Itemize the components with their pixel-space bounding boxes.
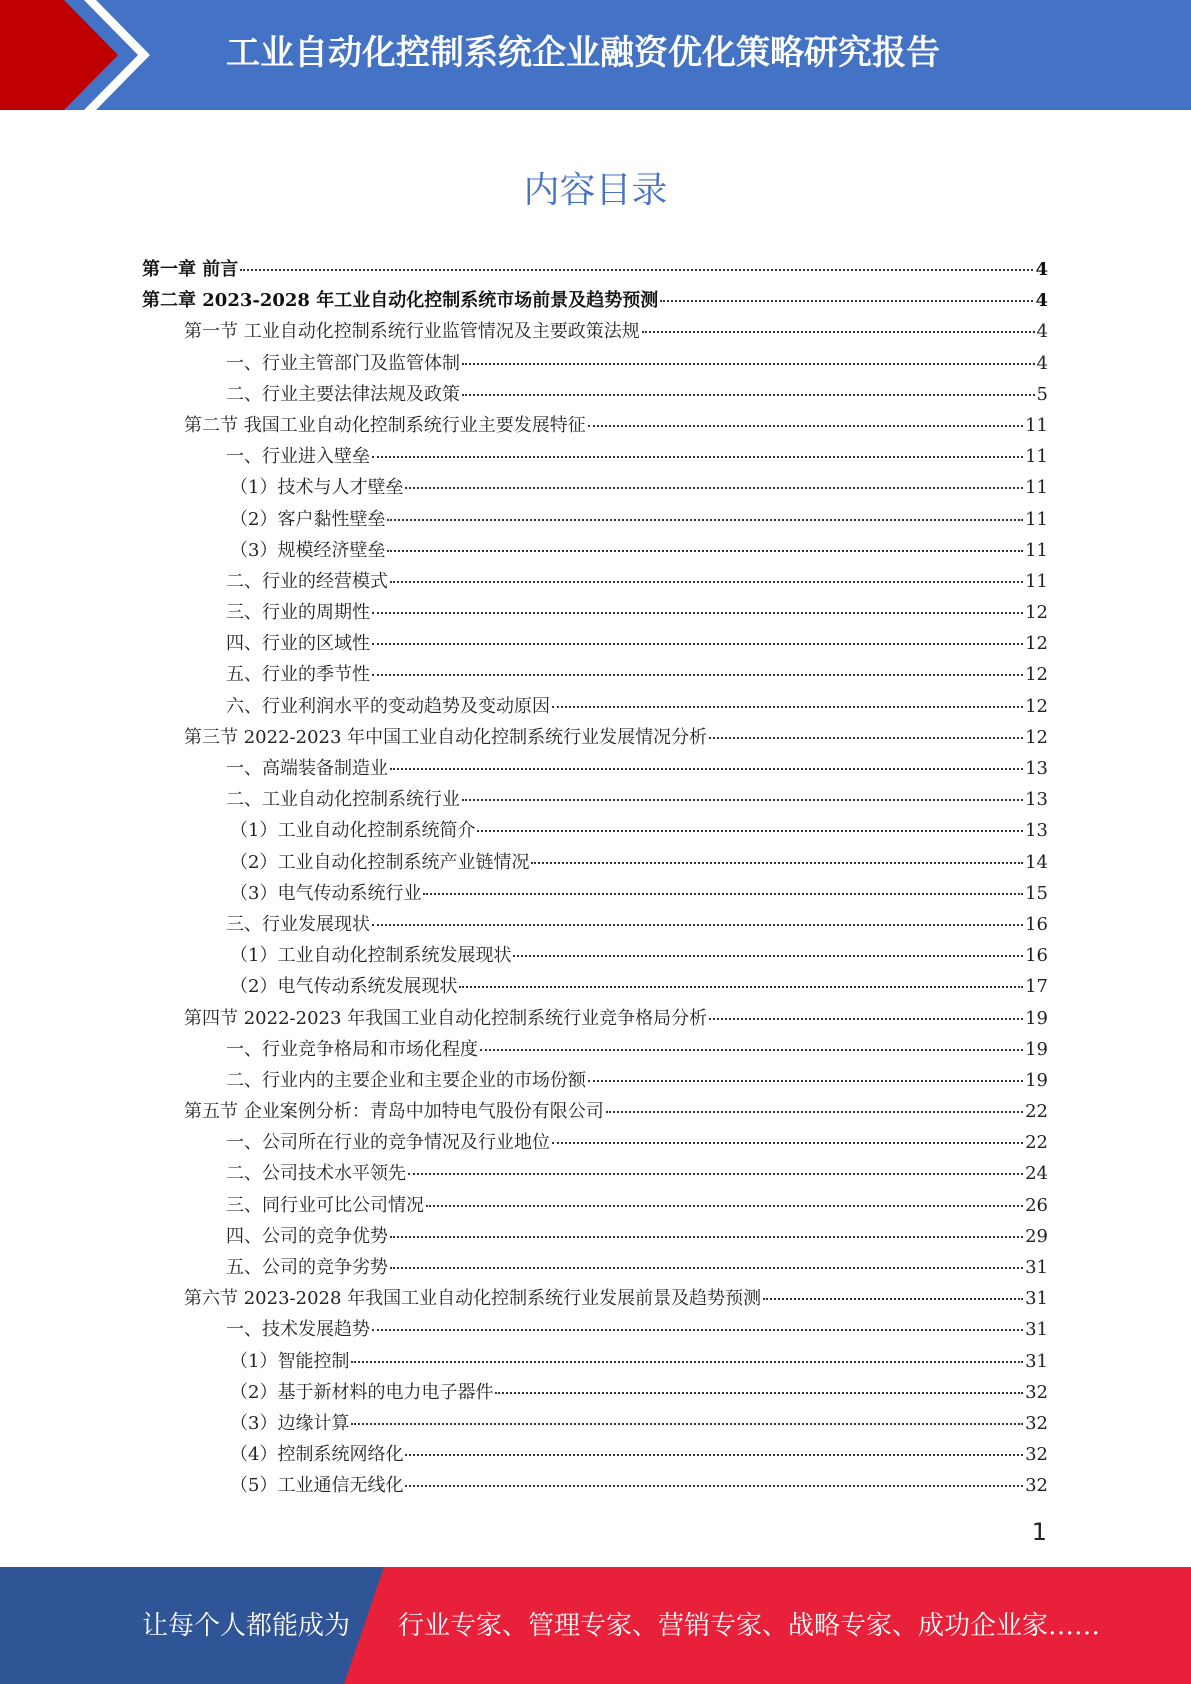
toc-entry-title: 二、工业自动化控制系统行业 bbox=[226, 789, 460, 811]
toc-entry[interactable] bbox=[142, 1096, 1048, 1127]
dot-leader bbox=[372, 612, 1023, 614]
toc-entry[interactable] bbox=[142, 1065, 1048, 1096]
toc-entry-title: 五、公司的竞争劣势 bbox=[226, 1257, 388, 1278]
toc-entry-title: 第二节 我国工业自动化控制系统行业主要发展特征 bbox=[184, 414, 586, 436]
dot-leader bbox=[426, 1205, 1023, 1207]
dot-leader bbox=[763, 1298, 1023, 1300]
dot-leader bbox=[390, 1267, 1023, 1269]
dot-leader bbox=[387, 550, 1023, 552]
toc-entry-title: （3）边缘计算 bbox=[230, 1412, 350, 1434]
dot-leader bbox=[351, 1423, 1023, 1425]
toc-entry-page: 12 bbox=[1025, 602, 1048, 624]
toc-entry[interactable] bbox=[142, 1252, 1048, 1283]
footer-slogan-left: 让每个人都能成为 bbox=[142, 1611, 351, 1641]
toc-entry-page: 32 bbox=[1025, 1381, 1048, 1403]
toc-entry[interactable] bbox=[142, 1221, 1048, 1252]
toc-entry-page: 4 bbox=[1036, 352, 1048, 374]
toc-entry[interactable] bbox=[142, 753, 1048, 784]
toc-entry[interactable] bbox=[142, 1127, 1048, 1158]
toc-entry[interactable] bbox=[142, 566, 1048, 597]
dot-leader bbox=[405, 1485, 1023, 1487]
page-number: 1 bbox=[1031, 1518, 1047, 1546]
toc-entry-page: 12 bbox=[1025, 664, 1048, 686]
toc-entry-title: 第二章 2023-2028 年工业自动化控制系统市场前景及趋势预测 bbox=[142, 290, 659, 312]
toc-entry[interactable] bbox=[142, 691, 1048, 722]
toc-entry-page: 24 bbox=[1025, 1163, 1048, 1185]
toc-entry-title: 二、行业内的主要企业和主要企业的市场份额 bbox=[226, 1069, 586, 1091]
toc-entry[interactable] bbox=[142, 1314, 1048, 1345]
dot-leader bbox=[606, 1111, 1023, 1113]
toc-entry-title: （4）控制系统网络化 bbox=[230, 1444, 404, 1466]
toc-entry-page: 12 bbox=[1025, 726, 1048, 748]
toc-entry-title: （2）客户黏性壁垒 bbox=[230, 508, 386, 530]
toc-entry-page: 32 bbox=[1025, 1412, 1048, 1434]
toc-entry[interactable] bbox=[142, 815, 1048, 846]
dot-leader bbox=[531, 862, 1023, 864]
dot-leader bbox=[372, 456, 1023, 458]
toc-entry-title: 四、行业的区域性 bbox=[226, 633, 370, 655]
toc-entry[interactable] bbox=[142, 316, 1048, 347]
header-arrow-decoration bbox=[0, 0, 160, 110]
toc-entry-title: （1）工业自动化控制系统发展现状 bbox=[230, 945, 512, 967]
toc-entry[interactable] bbox=[142, 254, 1048, 285]
dot-leader bbox=[372, 924, 1023, 926]
toc-entry-page: 11 bbox=[1025, 570, 1048, 592]
toc-entry-title: 一、公司所在行业的竞争情况及行业地位 bbox=[226, 1132, 550, 1154]
dot-leader bbox=[477, 830, 1023, 832]
toc-entry[interactable] bbox=[142, 784, 1048, 815]
toc-entry-title: 六、行业利润水平的变动趋势及变动原因 bbox=[226, 695, 550, 717]
toc-entry[interactable] bbox=[142, 348, 1048, 379]
dot-leader bbox=[405, 487, 1023, 489]
toc-entry-title: 二、行业的经营模式 bbox=[226, 570, 388, 592]
toc-entry[interactable] bbox=[142, 1003, 1048, 1034]
toc-entry[interactable] bbox=[142, 1034, 1048, 1065]
dot-leader bbox=[372, 674, 1023, 676]
toc-entry-title: （5）工业通信无线化 bbox=[230, 1475, 404, 1497]
toc-entry-page: 12 bbox=[1025, 633, 1048, 655]
toc-entry[interactable] bbox=[142, 597, 1048, 628]
dot-leader bbox=[709, 737, 1023, 739]
toc-entry-page: 5 bbox=[1036, 383, 1048, 405]
toc-entry-page: 4 bbox=[1035, 259, 1048, 280]
toc-heading: 内容目录 bbox=[523, 170, 668, 211]
toc-entry-page: 4 bbox=[1036, 321, 1048, 343]
toc-entry-title: 第四节 2022-2023 年我国工业自动化控制系统行业竞争格局分析 bbox=[184, 1007, 708, 1029]
toc-entry-page: 11 bbox=[1025, 539, 1048, 561]
table-of-contents bbox=[142, 254, 1048, 1502]
dot-leader bbox=[423, 893, 1023, 895]
report-title: 工业自动化控制系统企业融资优化策略研究报告 bbox=[226, 33, 940, 73]
toc-entry-page: 16 bbox=[1025, 913, 1048, 935]
toc-entry[interactable] bbox=[142, 940, 1048, 971]
toc-entry-title: 一、行业主管部门及监管体制 bbox=[226, 352, 460, 374]
dot-leader bbox=[459, 986, 1023, 988]
toc-entry-title: （3）电气传动系统行业 bbox=[230, 882, 422, 904]
toc-entry-page: 31 bbox=[1025, 1288, 1048, 1310]
dot-leader bbox=[240, 269, 1033, 271]
toc-entry[interactable] bbox=[142, 1408, 1048, 1439]
dot-leader bbox=[709, 1018, 1023, 1020]
toc-entry-page: 29 bbox=[1025, 1225, 1048, 1247]
toc-entry-page: 32 bbox=[1025, 1444, 1048, 1466]
toc-entry[interactable] bbox=[142, 659, 1048, 690]
dot-leader bbox=[390, 768, 1023, 770]
toc-entry-page: 22 bbox=[1025, 1101, 1048, 1123]
dot-leader bbox=[405, 1454, 1023, 1456]
toc-entry-title: 第五节 企业案例分析：青岛中加特电气股份有限公司 bbox=[184, 1101, 604, 1123]
toc-entry-title: （2）基于新材料的电力电子器件 bbox=[230, 1381, 494, 1403]
toc-entry-page: 13 bbox=[1025, 758, 1048, 779]
toc-entry-page: 19 bbox=[1025, 1007, 1048, 1029]
toc-entry[interactable] bbox=[142, 909, 1048, 940]
dot-leader bbox=[588, 425, 1023, 427]
toc-entry-title: 四、公司的竞争优势 bbox=[226, 1225, 388, 1247]
footer-slogan-right: 行业专家、管理专家、营销专家、战略专家、成功企业家…… bbox=[398, 1611, 1101, 1641]
toc-entry[interactable] bbox=[142, 441, 1048, 472]
toc-entry[interactable] bbox=[142, 1439, 1048, 1470]
toc-entry-title: 第一章 前言 bbox=[142, 259, 239, 280]
dot-leader bbox=[513, 955, 1023, 957]
footer-banner bbox=[0, 1567, 1191, 1684]
dot-leader bbox=[642, 331, 1035, 333]
toc-entry[interactable] bbox=[142, 1158, 1048, 1189]
dot-leader bbox=[372, 1329, 1023, 1331]
toc-entry[interactable] bbox=[142, 410, 1048, 441]
toc-entry[interactable] bbox=[142, 722, 1048, 753]
toc-entry-title: 五、行业的季节性 bbox=[226, 664, 370, 686]
toc-entry-title: 一、行业竞争格局和市场化程度 bbox=[226, 1038, 478, 1060]
toc-entry-page: 22 bbox=[1025, 1132, 1048, 1154]
toc-entry-title: 第六节 2023-2028 年我国工业自动化控制系统行业发展前景及趋势预测 bbox=[184, 1288, 762, 1310]
toc-entry[interactable] bbox=[142, 1470, 1048, 1501]
toc-entry-page: 17 bbox=[1025, 976, 1048, 998]
toc-entry-page: 14 bbox=[1025, 851, 1048, 873]
toc-entry-page: 11 bbox=[1025, 477, 1048, 499]
toc-entry[interactable] bbox=[142, 1283, 1048, 1314]
toc-entry-title: 三、行业的周期性 bbox=[226, 602, 370, 624]
dot-leader bbox=[390, 581, 1023, 583]
toc-entry-page: 32 bbox=[1025, 1475, 1048, 1497]
toc-entry-title: （1）工业自动化控制系统简介 bbox=[230, 820, 476, 842]
toc-entry-title: （2）电气传动系统发展现状 bbox=[230, 976, 458, 998]
toc-entry[interactable] bbox=[142, 1346, 1048, 1377]
dot-leader bbox=[462, 363, 1035, 365]
toc-entry-title: 一、行业进入壁垒 bbox=[226, 446, 370, 468]
toc-entry[interactable] bbox=[142, 472, 1048, 503]
toc-entry-page: 12 bbox=[1025, 695, 1048, 717]
toc-entry-page: 13 bbox=[1025, 789, 1048, 811]
toc-entry-page: 11 bbox=[1025, 446, 1048, 468]
toc-entry-title: 三、行业发展现状 bbox=[226, 913, 370, 935]
dot-leader bbox=[462, 799, 1023, 801]
dot-leader bbox=[408, 1173, 1023, 1175]
toc-entry-page: 16 bbox=[1025, 945, 1048, 967]
toc-entry-title: （3）规模经济壁垒 bbox=[230, 539, 386, 561]
toc-entry-title: （2）工业自动化控制系统产业链情况 bbox=[230, 851, 530, 873]
dot-leader bbox=[390, 1236, 1023, 1238]
toc-entry-title: 第一节 工业自动化控制系统行业监管情况及主要政策法规 bbox=[184, 321, 640, 343]
toc-entry-page: 11 bbox=[1025, 508, 1048, 530]
dot-leader bbox=[480, 1049, 1023, 1051]
toc-entry[interactable] bbox=[142, 535, 1048, 566]
toc-entry-title: 一、技术发展趋势 bbox=[226, 1319, 370, 1341]
dot-leader bbox=[588, 1080, 1023, 1082]
toc-entry[interactable] bbox=[142, 285, 1048, 316]
toc-entry[interactable] bbox=[142, 847, 1048, 878]
toc-entry[interactable] bbox=[142, 878, 1048, 909]
toc-entry-page: 13 bbox=[1025, 820, 1048, 842]
dot-leader bbox=[552, 1142, 1023, 1144]
toc-entry-title: 三、同行业可比公司情况 bbox=[226, 1194, 424, 1216]
toc-entry[interactable] bbox=[142, 504, 1048, 535]
toc-entry-page: 11 bbox=[1025, 414, 1048, 436]
toc-entry[interactable] bbox=[142, 971, 1048, 1002]
toc-entry-title: 二、行业主要法律法规及政策 bbox=[226, 383, 460, 405]
dot-leader bbox=[387, 519, 1023, 521]
toc-entry-page: 4 bbox=[1035, 290, 1048, 312]
toc-entry-page: 19 bbox=[1025, 1038, 1048, 1060]
header-banner bbox=[0, 0, 1191, 110]
dot-leader bbox=[351, 1361, 1023, 1363]
dot-leader bbox=[462, 394, 1035, 396]
toc-entry-title: （1）智能控制 bbox=[230, 1350, 350, 1372]
toc-entry-page: 19 bbox=[1025, 1069, 1048, 1091]
dot-leader bbox=[660, 300, 1033, 302]
toc-entry-page: 31 bbox=[1025, 1257, 1048, 1278]
toc-entry[interactable] bbox=[142, 1190, 1048, 1221]
toc-entry-page: 31 bbox=[1025, 1319, 1048, 1341]
toc-entry-title: 第三节 2022-2023 年中国工业自动化控制系统行业发展情况分析 bbox=[184, 726, 708, 748]
toc-entry-title: （1）技术与人才壁垒 bbox=[230, 477, 404, 499]
dot-leader bbox=[552, 706, 1023, 708]
toc-entry-page: 15 bbox=[1025, 882, 1048, 904]
toc-entry[interactable] bbox=[142, 379, 1048, 410]
dot-leader bbox=[372, 643, 1023, 645]
toc-entry[interactable] bbox=[142, 1377, 1048, 1408]
toc-entry[interactable] bbox=[142, 628, 1048, 659]
toc-entry-page: 26 bbox=[1025, 1194, 1048, 1216]
toc-entry-title: 二、公司技术水平领先 bbox=[226, 1163, 406, 1185]
toc-entry-title: 一、高端装备制造业 bbox=[226, 758, 388, 779]
toc-entry-page: 31 bbox=[1025, 1350, 1048, 1372]
dot-leader bbox=[495, 1392, 1023, 1394]
